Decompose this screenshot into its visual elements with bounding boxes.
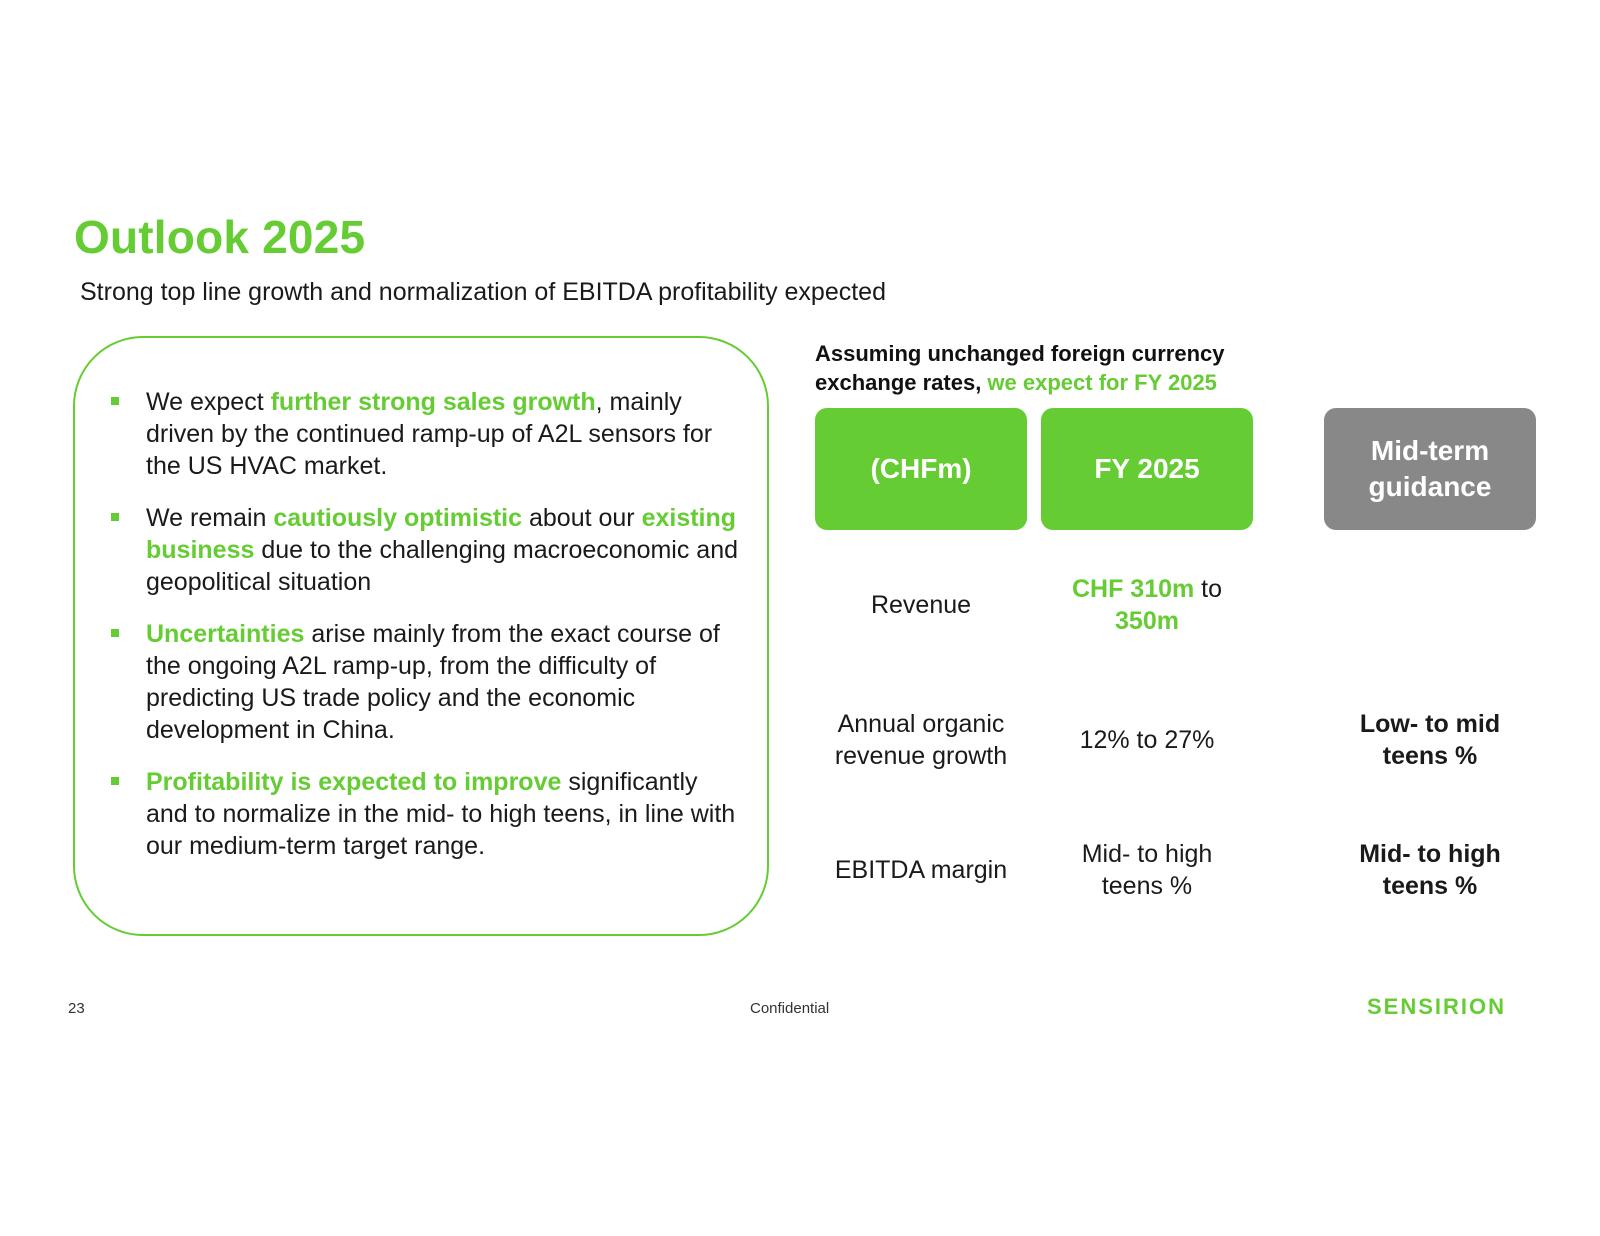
row-revenue-fy bbox=[1041, 565, 1253, 645]
square-bullet-icon bbox=[111, 777, 119, 785]
row-ebitda-label: EBITDA margin bbox=[834, 856, 1008, 884]
row-growth-label-text: Annual organic revenue growth bbox=[834, 710, 1008, 770]
bullet-text: arise mainly from the exact course of the ongoing A2L ramp-up, from the difficulty of predicting US trade policy and the economic development in China. bbox=[146, 620, 720, 744]
header-fy-2025: FY 2025 bbox=[1041, 408, 1253, 530]
row-revenue-mid bbox=[1324, 565, 1536, 645]
row-ebitda-mid bbox=[1324, 825, 1536, 915]
page-title: Outlook 2025 bbox=[74, 211, 366, 263]
header-mid-term-label: Mid-term guidance bbox=[1368, 435, 1492, 502]
revenue-fy-high: 350m bbox=[1115, 607, 1179, 635]
row-growth-fy: 12% to 27% bbox=[1079, 726, 1215, 754]
bullet-text: due to the challenging macroeconomic and geopolitical situation bbox=[146, 536, 739, 596]
assumption-note-green: we expect for FY 2025 bbox=[981, 370, 1217, 395]
page-subtitle: Strong top line growth and normalization of EBITDA profitability expected bbox=[80, 278, 886, 306]
bullet-item bbox=[105, 766, 745, 862]
bullet-text: significantly and to normalize in the mid- to high teens, in line with our medium-term target range. bbox=[146, 768, 736, 860]
row-revenue-label: Revenue bbox=[870, 591, 972, 619]
bullet-text: about our bbox=[522, 504, 642, 532]
highlight-text: Profitability is expected to improve bbox=[146, 768, 562, 796]
bullet-text: We expect bbox=[146, 388, 271, 416]
bullet-text: We remain bbox=[146, 504, 274, 532]
row-growth-mid bbox=[1324, 695, 1536, 785]
outlook-bullet-box bbox=[73, 336, 769, 936]
revenue-fy-low: CHF 310m bbox=[1071, 575, 1195, 603]
sensirion-logo: SENSIRION bbox=[1367, 994, 1507, 1019]
row-ebitda-mid-text: Mid- to high teens % bbox=[1359, 840, 1501, 900]
highlight-text: further strong sales growth bbox=[270, 388, 596, 416]
square-bullet-icon bbox=[111, 629, 119, 637]
row-ebitda-fy-text: Mid- to high teens % bbox=[1081, 840, 1213, 900]
bullet-item bbox=[105, 502, 745, 598]
page-number: 23 bbox=[68, 1000, 85, 1017]
square-bullet-icon bbox=[111, 513, 119, 521]
bullet-text: , mainly driven by the continued ramp-up of A2L sensors for the US HVAC market. bbox=[146, 388, 713, 480]
square-bullet-icon bbox=[111, 397, 119, 405]
bullet-item bbox=[105, 386, 745, 482]
assumption-note bbox=[815, 339, 1275, 397]
highlight-text: existing business bbox=[146, 504, 737, 564]
row-growth-mid-text: Low- to mid teens % bbox=[1359, 710, 1501, 770]
assumption-note-black: Assuming unchanged foreign currency exchange rates, bbox=[815, 341, 1225, 395]
highlight-text: Uncertainties bbox=[146, 620, 305, 648]
row-ebitda-fy bbox=[1041, 825, 1253, 915]
header-chfm: (CHFm) bbox=[815, 408, 1027, 530]
row-growth-label bbox=[815, 695, 1027, 785]
bullet-list bbox=[105, 386, 745, 882]
header-mid-term-guidance bbox=[1324, 408, 1536, 530]
revenue-fy-to: to bbox=[1194, 575, 1223, 603]
bullet-item bbox=[105, 618, 745, 746]
confidential-label: Confidential bbox=[750, 1000, 830, 1017]
highlight-text: cautiously optimistic bbox=[273, 504, 523, 532]
